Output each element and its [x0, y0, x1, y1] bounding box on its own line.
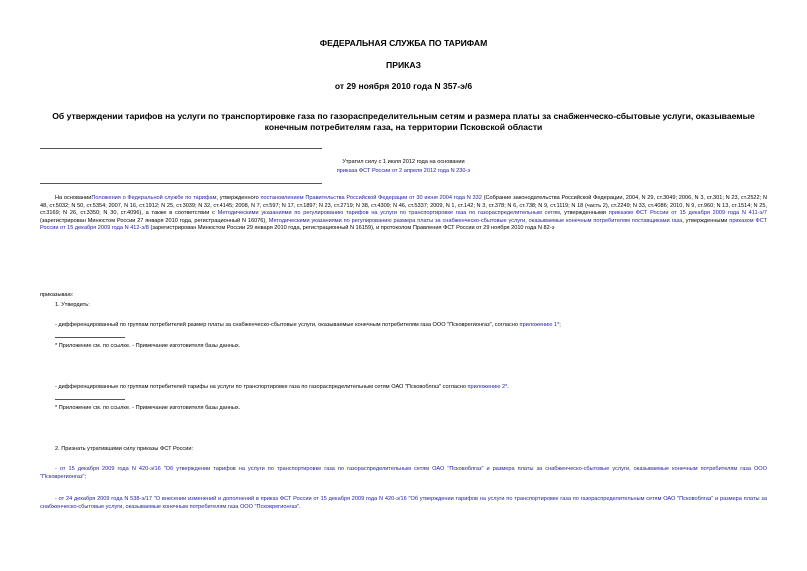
item-2-heading: 2. Признать утратившими силу приказы ФСТ России:	[55, 446, 194, 452]
orders-label: приказываю:	[40, 292, 74, 298]
appendix-2-link[interactable]: приложению 2*	[467, 384, 508, 390]
methodical-guidelines-fee-link[interactable]: Методическими указаниями по регулированию размера платы за снабженческо-сбытовые услуги, оказываемые конечным потребителям поставщиками газа	[268, 217, 683, 224]
status-line: Утратил силу с 1 июля 2012 года на основании	[342, 159, 465, 165]
regulation-link[interactable]: Положения о Федеральной службе по тарифам	[91, 195, 217, 201]
preamble-text: На основании	[55, 195, 92, 201]
footnote-divider	[55, 399, 125, 400]
revoked-order-2-end: .	[299, 503, 301, 510]
methodical-guidelines-link[interactable]: Методическими указаниями по регулированию тарифов на услуги по транспортировке газа по газораспределительным сетям	[217, 210, 560, 217]
preamble-text: , утвержденными	[559, 210, 606, 217]
doc-title: Об утверждении тарифов на услуги по транспортировке газа по газораспределительным сетям и размера платы за снабженческо-сбытовые услуги, оказываемые конечным потребителям газа, на территории Псковской области	[52, 111, 755, 132]
footnote-2: * Приложение см. по ссылке. - Примечание изготовителя базы данных.	[55, 405, 241, 411]
preamble-text: (Собрание законодательства Российской Федерации, 2004, N 29, ст.3049; 2006, N 3, ст.301; N 23, ст.2522; N 48, ст.5032; N 50, ст.5354; 2007, N 16, ст.1912; N 25, ст.3039; N 32, ст.4145; 2008, N 7, ст.597; N 17, ст.1897; N 23, ст.2719; N 38, ст.4309; N 46, ст.5337; 2009, N 1, ст.142; N 3, ст.378; N 6, ст.738; N 9, ст.1119; N 18 (часть 2), ст.2249; N 33, ст.4086; 2010, N 9, ст.960; N 13, ст.1514; N 25, ст.3169; N 26, ст.3350; N 30, ст.4096), а также в соответствии с	[40, 195, 767, 217]
divider-bottom	[40, 183, 322, 184]
footnote-divider	[55, 337, 125, 338]
revoked-order-1	[40, 466, 767, 481]
bullet-tariffs-end: .	[507, 384, 509, 390]
doc-date-number: от 29 ноября 2010 года N 357-э/6	[334, 81, 473, 91]
revoked-order-1-end: ;	[84, 473, 87, 480]
bullet-tariffs-text: - дифференцированные по группам потребителей тарифы на услуги по транспортировке газа по газораспределительным сетям ОАО "Псковоблгаз" согласно	[55, 384, 468, 390]
revoked-order-2	[40, 496, 767, 511]
order-412-link[interactable]: приказом ФСТ России от 15 декабря 2009 года N 412-э/8	[40, 217, 768, 232]
bullet-fee-text: - дифференцированный по группам потребителей размер платы за снабженческо-сбытовые услуги, оказываемые конечным потребителям газа ООО "Псковрегионгаз", согласно	[55, 322, 520, 328]
agency-heading: ФЕДЕРАЛЬНАЯ СЛУЖБА ПО ТАРИФАМ	[319, 38, 488, 48]
revoked-order-420-link[interactable]: - от 15 декабря 2009 года N 420-э/16 "Об утверждении тарифов на услуги по транспортировке газа по газораспределительным сетям ОАО "Псковоблгаз" и размера платы за снабженческо-сбытовые услуги, оказываемые конечным потребителям газа ООО "Псковрегионгаз"	[40, 466, 767, 480]
preamble-text: (зарегистрирован Минюстом России 27 января 2010 года, регистрационный N 16076),	[40, 217, 267, 224]
bullet-tariffs	[55, 384, 767, 392]
doc-type-heading: ПРИКАЗ	[386, 60, 421, 70]
order-411-link[interactable]: приказом ФСТ России от 15 декабря 2009 года N 411-э/7	[608, 210, 767, 217]
item-1-heading: 1. Утвердить:	[55, 302, 90, 308]
bullet-fee-end: ;	[559, 322, 561, 328]
government-decree-link[interactable]: постановлением Правительства Российской Федерации от 30 июня 2004 года N 332	[260, 195, 482, 201]
appendix-1-link[interactable]: приложению 1*	[519, 322, 560, 328]
status-link[interactable]: приказа ФСТ России от 2 апреля 2012 года N 230-э	[336, 168, 471, 174]
preamble-paragraph	[40, 195, 767, 233]
preamble-text: , утвержденными	[682, 217, 728, 224]
preamble-text: (зарегистрирован Минюстом России 29 января 2010 года, регистрационный N 16159), и протоколом Правления ФСТ России от 29 ноября 2010 года N 82-э	[148, 225, 555, 232]
preamble-text: , утвержденного	[216, 195, 259, 201]
footnote-1: * Приложение см. по ссылке. - Примечание изготовителя базы данных.	[55, 343, 241, 349]
bullet-fee	[55, 322, 767, 330]
revoked-order-538-link[interactable]: - от 24 декабря 2009 года N 538-э/17 "О внесении изменений и дополнений в приказ ФСТ России от 15 декабря 2009 года N 420-э/16 "Об утверждении тарифов на услуги по транспортировке газа по газораспределительным сетям ОАО "Псковоблгаз" и размера платы за снабженческо-сбытовые услуги, оказываемые конечным потребителям газа ООО "Псковрегионгаз"	[40, 496, 767, 510]
divider-top	[40, 148, 322, 149]
